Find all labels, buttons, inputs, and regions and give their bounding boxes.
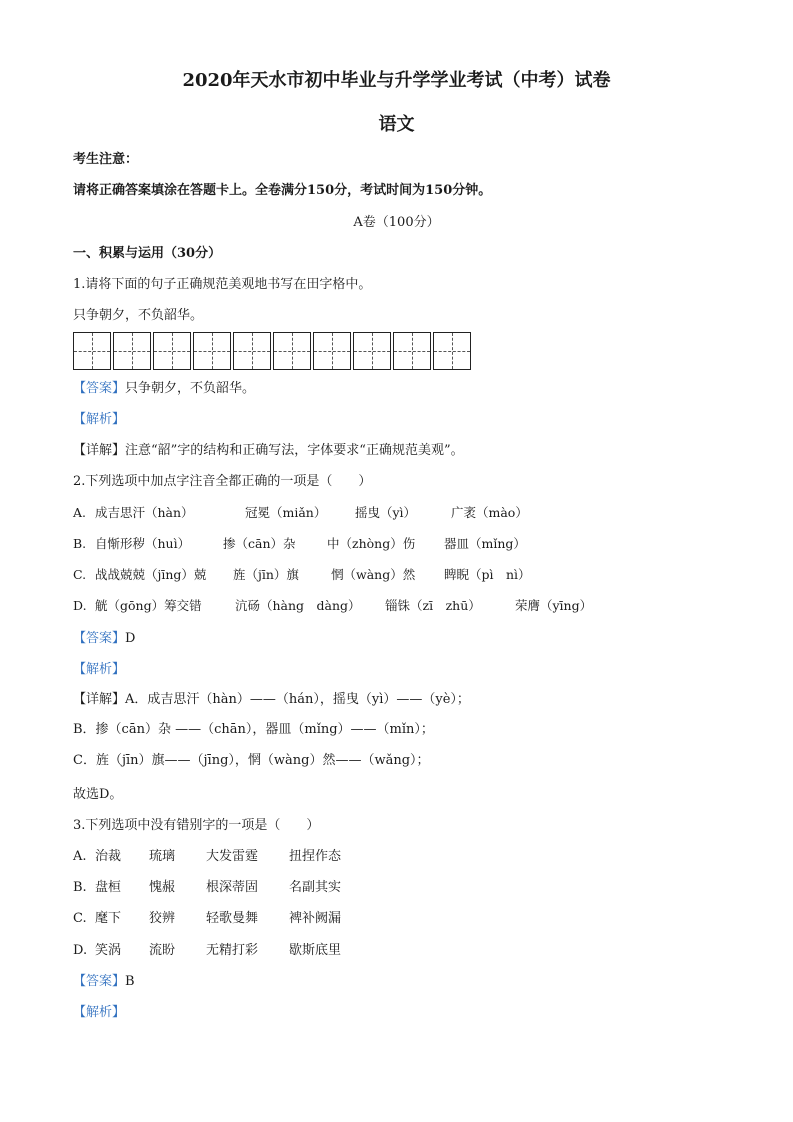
option-item: 根深蒂固 [206,880,259,895]
option-item: 狡辨 [149,911,176,926]
tianzige-cell [393,332,431,370]
option-letter: C. [73,911,87,926]
detail-text: A．成吉思汗（hàn）——（hán），摇曳（yì）——（yè）； [125,692,470,707]
option-item: 扭捏作态 [289,849,342,864]
detail-text: 注意“韶”字的结构和正确写法，字体要求“正确规范美观”。 [125,443,464,458]
option-item: 名副其实 [289,880,342,895]
q2-detail-line [73,691,470,709]
option-item: 裨补阙漏 [289,911,342,926]
option-letter: D. [73,598,87,613]
option-item: 冠冕（miǎn） [245,505,327,520]
q2-stem: 2.下列选项中加点字注音全都正确的一项是（ ） [73,474,372,489]
answer-text: 只争朝夕，不负韶华。 [125,381,256,396]
tianzige-cell [433,332,471,370]
option-item: 愧赧 [149,880,176,895]
option-item: 广袤（mào） [451,505,528,520]
detail-label: 【详解】 [73,692,126,707]
q2-detail-line: B．掺（cān）杂 ——（chān），器皿（mǐng）——（mǐn）； [73,722,434,737]
q2-option-c [73,566,531,584]
detail-label: 【详解】 [73,443,126,458]
tianzige-cell [353,332,391,370]
option-item: 中（zhòng）伤 [327,536,416,551]
q1-stem: 1.请将下面的句子正确规范美观地书写在田字格中。 [73,277,372,292]
option-item: 麾下 [95,911,122,926]
q2-analysis-label: 【解析】 [73,662,126,677]
tianzige-cell [273,332,311,370]
option-item: 觥（gōng）筹交错 [95,598,202,613]
option-item: 笑涡 [95,943,122,958]
subject-title: 语文 [378,114,415,135]
option-letter: B. [73,880,87,895]
option-item: 流盼 [149,943,176,958]
q2-detail-line: 故选D。 [73,787,123,802]
option-item: 荣膺（yīng） [515,598,593,613]
option-item: 掺（cān）杂 [223,536,296,551]
option-item: 琉璃 [149,849,176,864]
option-item: 歇斯底里 [289,943,342,958]
part1-heading: 一、积累与运用（30分） [73,246,222,261]
option-item: 旌（jīn）旗 [233,567,299,582]
option-item: 治裁 [95,849,122,864]
answer-label: 【答案】 [73,381,126,396]
tianzige-cell [73,332,111,370]
q3-stem: 3.下列选项中没有错别字的一项是（ ） [73,818,320,833]
tianzige-grid [73,332,473,370]
tianzige-cell [313,332,351,370]
answer-label: 【答案】 [73,631,126,646]
q2-option-b [73,535,526,553]
option-letter: C. [73,567,87,582]
q2-detail-line: C．旌（jīn）旗——（jīng），惘（wàng）然——（wǎng）； [73,753,430,768]
notice-text: 请将正确答案填涂在答题卡上。全卷满分150分，考试时间为150分钟。 [73,183,492,198]
q2-option-d [73,597,592,615]
option-letter: A. [73,505,87,520]
option-item: 锱铢（zī zhū） [385,598,481,613]
answer-text: B [125,974,135,989]
option-item: 盘桓 [95,880,122,895]
q1-detail [73,442,464,460]
tianzige-cell [233,332,271,370]
q2-option-a [73,504,528,522]
option-item: 大发雷霆 [206,849,259,864]
q1-analysis-label: 【解析】 [73,412,126,427]
section-a-heading: A卷（100分） [353,215,440,230]
option-item: 成吉思汗（hàn） [95,505,194,520]
q3-option-c [73,910,341,928]
q3-analysis-label: 【解析】 [73,1005,126,1020]
option-item: 摇曳（yì） [355,505,417,520]
page-title: 2020年天水市初中毕业与升学学业考试（中考）试卷 [182,70,611,91]
option-item: 惘（wàng）然 [331,567,416,582]
option-item: 沆砀（hàng dàng） [235,598,361,613]
q3-option-a [73,848,341,866]
option-item: 轻歌曼舞 [206,911,259,926]
q1-sentence: 只争朝夕，不负韶华。 [73,308,204,323]
option-item: 器皿（mǐng） [444,536,526,551]
option-letter: B. [73,536,87,551]
answer-label: 【答案】 [73,974,126,989]
answer-text: D [125,631,136,646]
option-item: 自惭形秽（huì） [95,536,191,551]
tianzige-cell [153,332,191,370]
option-item: 睥睨（pì nì） [444,567,531,582]
q2-answer [73,630,135,648]
tianzige-cell [113,332,151,370]
q3-option-d [73,942,341,960]
q3-answer [73,973,135,991]
notice-heading: 考生注意： [73,152,139,167]
tianzige-cell [193,332,231,370]
q1-answer [73,380,255,398]
option-letter: D. [73,943,88,958]
option-letter: A. [73,849,87,864]
option-item: 无精打彩 [206,943,259,958]
option-item: 战战兢兢（jīng）兢 [95,567,207,582]
q3-option-b [73,879,341,897]
